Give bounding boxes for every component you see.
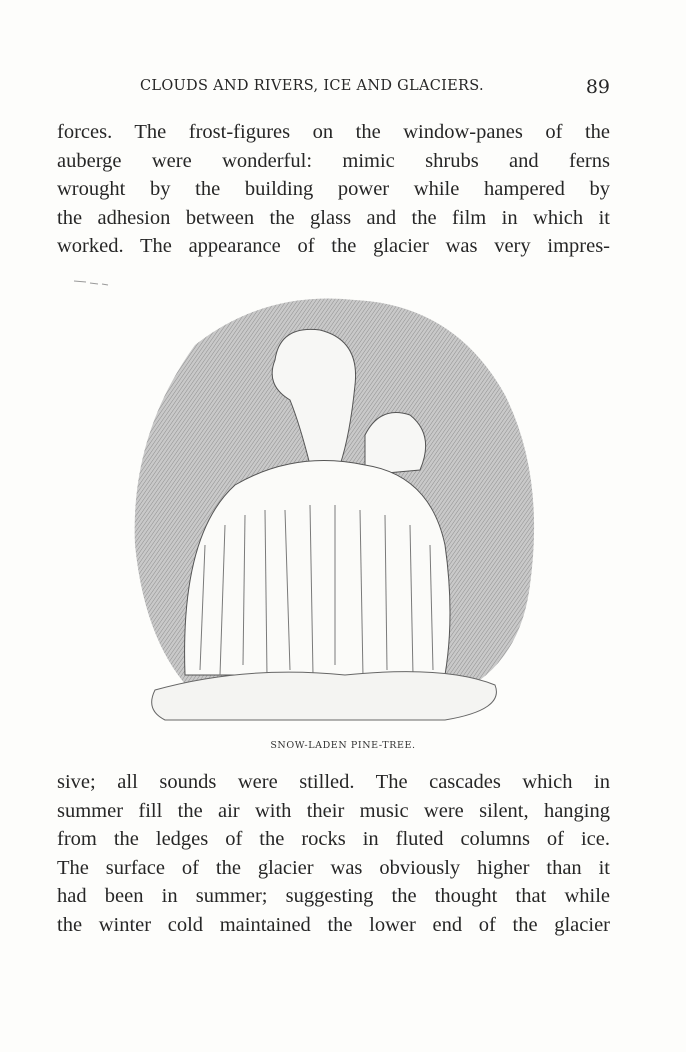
text-line: worked. The appearance of the glacier was very impres- xyxy=(57,235,610,258)
text-line: forces. The frost-figures on the window-panes of the xyxy=(57,121,610,143)
text-line: wrought by the building power while hampered by xyxy=(57,178,610,201)
running-title: CLOUDS AND RIVERS, ICE AND GLACIERS. xyxy=(140,78,484,94)
figure-caption: SNOW-LADEN PINE-TREE. xyxy=(270,740,416,751)
text-line: The surface of the glacier was obviously higher than it xyxy=(57,856,610,879)
text-line: sive; all sounds were stilled. The cascades which in xyxy=(57,771,610,793)
paragraph-top xyxy=(57,118,610,261)
text-line: the adhesion between the glass and the film in which it xyxy=(57,206,610,229)
page-number: 89 xyxy=(585,76,610,98)
text-line: had been in summer; suggesting the thought that while xyxy=(57,885,610,908)
text-line: summer fill the air with their music were silent, hanging xyxy=(57,799,610,822)
text-line: auberge were wonderful: mimic shrubs and ferns xyxy=(57,149,610,172)
paragraph-bottom xyxy=(57,768,610,940)
text-line: from the ledges of the rocks in fluted columns of ice. xyxy=(57,828,610,851)
running-header xyxy=(140,76,610,98)
snow-laden-pine-tree-illustration xyxy=(125,285,545,730)
text-line: the winter cold maintained the lower end of the glacier xyxy=(57,913,610,936)
ink-smudge xyxy=(72,278,112,286)
